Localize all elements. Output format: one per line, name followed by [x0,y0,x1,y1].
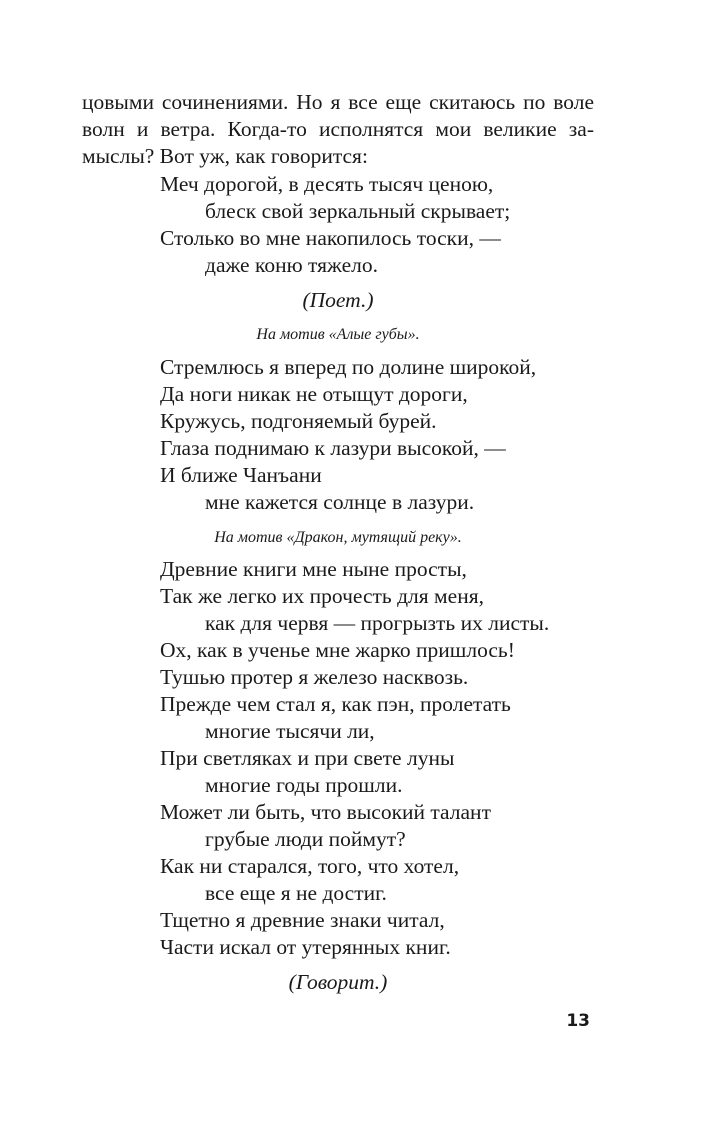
prose-line: цовыми сочинениями. Но я все еще скитаюсь по воле [82,90,594,114]
page-number: 13 [566,1011,590,1031]
prose-line: мыслы? Вот уж, как говорится: [82,144,368,168]
verse-line: Прежде чем стал я, как пэн, пролетать [160,692,511,716]
verse-line: Ох, как в ученье мне жарко пришлось! [160,638,515,662]
verse-line-indented: многие годы прошли. [205,773,403,797]
tune-heading: На мотив «Алые губы». [256,326,420,343]
verse-line: Тщетно я древние знаки читал, [160,908,445,932]
verse-line: Да ноги никак не отыщут дороги, [160,382,468,406]
stage-direction: (Поет.) [302,288,374,312]
prose-line: волн и ветра. Когда-то исполнятся мои великие за- [82,117,594,141]
verse-line: Как ни старался, того, что хотел, [160,854,460,878]
verse-line: При светляках и при свете луны [160,746,455,770]
verse-line: Древние книги мне ныне просты, [160,557,467,581]
verse-line-indented: мне кажется солнце в лазури. [205,490,475,514]
verse-line-indented: блеск свой зеркальный скрывает; [205,199,511,223]
verse-line-indented: даже коню тяжело. [205,253,378,277]
tune-heading: На мотив «Дракон, мутящий реку». [214,529,462,546]
verse-line: Так же легко их прочесть для меня, [160,584,484,608]
verse-line: Меч дорогой, в десять тысяч ценою, [160,172,494,196]
verse-line: Стремлюсь я вперед по долине широкой, [160,355,537,379]
verse-line: Глаза поднимаю к лазури высокой, — [160,436,506,460]
verse-line-indented: как для червя — прогрызть их листы. [205,611,550,635]
verse-line: Столько во мне накопилось тоски, — [160,226,501,250]
verse-line-indented: грубые люди поймут? [205,827,406,851]
verse-line: Тушью протер я железо насквозь. [160,665,469,689]
verse-line: И ближе Чанъани [160,463,322,487]
stage-direction: (Говорит.) [288,970,388,994]
verse-line: Кружусь, подгоняемый бурей. [160,409,437,433]
verse-line: Части искал от утерянных книг. [160,935,451,959]
verse-line-indented: все еще я не достиг. [205,881,387,905]
verse-line-indented: многие тысячи ли, [205,719,375,743]
verse-line: Может ли быть, что высокий талант [160,800,491,824]
